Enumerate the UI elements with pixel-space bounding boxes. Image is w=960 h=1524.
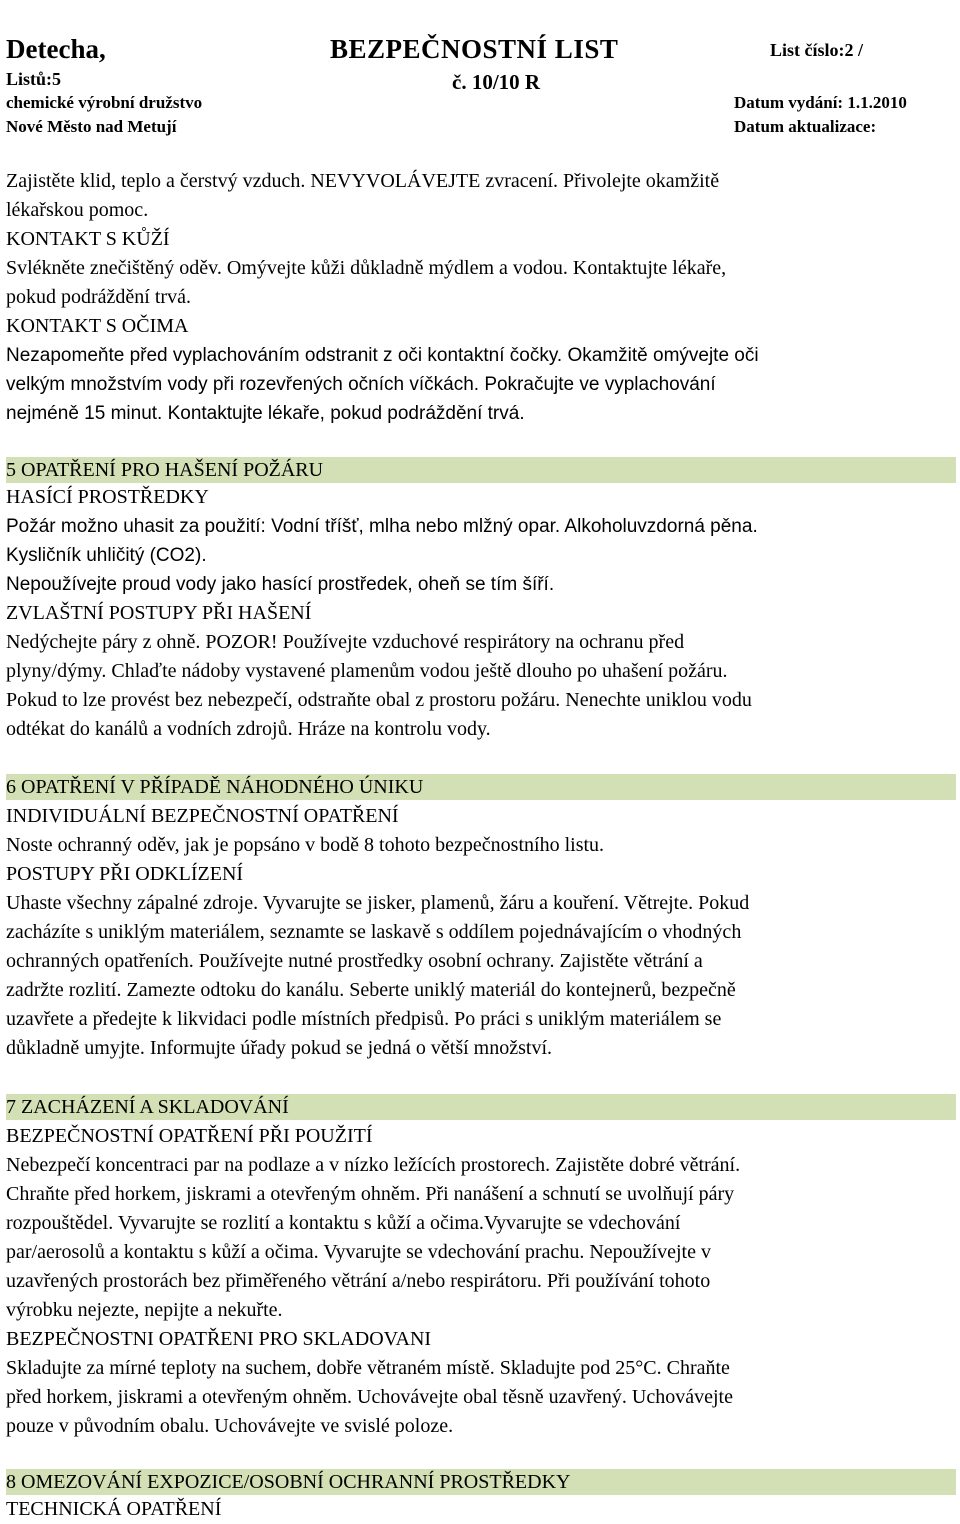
paragraph-line: Uhaste všechny zápalné zdroje. Vyvarujte se jisker, plamenů, žáru a kouření. Větrejte. Pokud [6, 892, 750, 914]
paragraph-line: Nedýchejte páry z ohně. POZOR! Používejte vzduchové respirátory na ochranu před [6, 631, 685, 653]
paragraph-line: uzavřete a předejte k likvidaci podle místních předpisů. Po práci s uniklým materiálem se [6, 1008, 722, 1030]
page-count: Listů:5 [6, 69, 62, 89]
eye-contact-heading: KONTAKT S OČIMA [6, 315, 189, 337]
cleanup-procedures-heading: POSTUPY PŘI ODKLÍZENÍ [6, 863, 244, 885]
paragraph-line: Požár možno uhasit za použití: Vodní tříšť, mlha nebo mlžný opar. Alkoholuvzdorná pěna. [6, 516, 758, 537]
sheet-number: List číslo:2 / [770, 40, 863, 60]
handling-precautions-text [6, 1151, 936, 1325]
handling-precautions-heading: BEZPEČNOSTNÍ OPATŘENÍ PŘI POUŽITÍ [6, 1125, 373, 1147]
extinguishing-media-heading: HASÍCÍ PROSTŘEDKY [6, 486, 209, 508]
firefighting-procedures-heading: ZVLAŠTNÍ POSTUPY PŘI HAŠENÍ [6, 602, 312, 624]
paragraph-line: Pokud to lze provést bez nebezpečí, odstraňte obal z prostoru požáru. Nenechte uniklou vodu [6, 689, 752, 711]
paragraph-line: par/aerosolů a kontaktu s kůží a očima. Vyvarujte se vdechování prachu. Nepoužívejte v [6, 1241, 711, 1263]
paragraph-line: výrobku nejezte, nepijte a nekuřte. [6, 1299, 283, 1321]
paragraph-line: uzavřených prostorách bez přiměřeného větrání a/nebo respirátoru. Při používání tohoto [6, 1270, 711, 1292]
paragraph-line: Noste ochranný oděv, jak je popsáno v bodě 8 tohoto bezpečnostního listu. [6, 834, 605, 856]
paragraph-line: pokud podráždění trvá. [6, 286, 191, 308]
paragraph-line: Nebezpečí koncentraci par na podlaze a v nízko ležících prostorech. Zajistěte dobré větrání. [6, 1154, 741, 1176]
extinguishing-media-text [6, 512, 936, 599]
paragraph-line: zadržte rozlití. Zamezte odtoku do kanálu. Seberte uniklý materiál do kontejnerů, bezpečně [6, 979, 736, 1001]
section-5-title: 5 OPATŘENÍ PRO HAŠENÍ POŽÁRU [6, 459, 324, 481]
company-name: Detecha, [6, 34, 106, 64]
issue-date: Datum vydání: 1.1.2010 [734, 93, 907, 112]
paragraph-line: zacházíte s uniklým materiálem, seznamte se laskavě s oddílem pojednávajícím o vhodných [6, 921, 742, 943]
paragraph-line: Kysličník uhličitý (CO2). [6, 545, 207, 566]
paragraph-line: Nepoužívejte proud vody jako hasící prostředek, oheň se tím šíří. [6, 574, 555, 595]
section-7-title: 7 ZACHÁZENÍ A SKLADOVÁNÍ [6, 1096, 289, 1118]
storage-precautions-heading: BEZPEČNOSTNI OPATŘENI PRO SKLADOVANI [6, 1328, 432, 1350]
paragraph-line: lékařskou pomoc. [6, 199, 149, 221]
paragraph-line: Skladujte za mírné teploty na suchem, dobře větraném místě. Skladujte pod 25°C. Chraňte [6, 1357, 730, 1379]
city: Nové Město nad Metují [6, 117, 177, 136]
paragraph-line: odtékat do kanálů a vodních zdrojů. Hráze na kontrolu vody. [6, 718, 491, 740]
technical-measures-heading: TECHNICKÁ OPATŘENÍ [6, 1498, 222, 1520]
paragraph-line: Zajistěte klid, teplo a čerstvý vzduch. NEVYVOLÁVEJTE zvracení. Přivolejte okamžitě [6, 170, 720, 192]
section-6-title: 6 OPATŘENÍ V PŘÍPADĚ NÁHODNÉHO ÚNIKU [6, 776, 424, 798]
paragraph-line: rozpouštědel. Vyvarujte se rozlití a kontaktu s kůží a očima.Vyvarujte se vdechování [6, 1212, 681, 1234]
document-title: BEZPEČNOSTNÍ LIST [330, 34, 619, 64]
section-5-heading [6, 457, 956, 483]
first-aid-skin [6, 254, 936, 312]
paragraph-line: ochranných opatřeních. Používejte nutné prostředky osobní ochrany. Zajistěte větrání a [6, 950, 703, 972]
section-8-heading [6, 1469, 956, 1495]
paragraph-line: Chraňte před horkem, jiskrami a otevřeným ohněm. Při nanášení a schnutí se uvolňují páry [6, 1183, 735, 1205]
paragraph-line: pouze v původním obalu. Uchovávejte ve svislé poloze. [6, 1415, 454, 1437]
paragraph-line: Nezapomeňte před vyplachováním odstranit z oči kontaktní čočky. Okamžitě omývejte oči [6, 345, 759, 366]
document-number: č. 10/10 R [452, 70, 541, 94]
personal-precautions-heading: INDIVIDUÁLNÍ BEZPEČNOSTNÍ OPATŘENÍ [6, 805, 399, 827]
paragraph-line: důkladně umyjte. Informujte úřady pokud se jedná o větší množství. [6, 1037, 552, 1059]
personal-precautions-text [6, 831, 936, 860]
paragraph-line: plyny/dýmy. Chlaďte nádoby vystavené plamenům vodou ještě dlouho po uhašení požáru. [6, 660, 728, 682]
firefighting-procedures-text [6, 628, 936, 744]
first-aid-eyes [6, 341, 936, 428]
producer: chemické výrobní družstvo [6, 93, 203, 112]
paragraph-line: velkým množstvím vody při rozevřených očních víčkách. Pokračujte ve vyplachování [6, 374, 716, 395]
cleanup-procedures-text [6, 889, 936, 1063]
paragraph-line: nejméně 15 minut. Kontaktujte lékaře, pokud podráždění trvá. [6, 403, 525, 424]
skin-contact-heading: KONTAKT S KŮŽÍ [6, 228, 170, 250]
paragraph-line: Svlékněte znečištěný oděv. Omývejte kůži důkladně mýdlem a vodou. Kontaktujte lékaře, [6, 257, 727, 279]
update-date: Datum aktualizace: [734, 117, 877, 136]
paragraph-line: před horkem, jiskrami a otevřeným ohněm. Uchovávejte obal těsně uzavřený. Uchovávejte [6, 1386, 733, 1408]
storage-precautions-text [6, 1354, 936, 1441]
section-6-heading [6, 774, 956, 800]
first-aid-inhalation [6, 167, 936, 225]
section-8-title: 8 OMEZOVÁNÍ EXPOZICE/OSOBNÍ OCHRANNÍ PROSTŘEDKY [6, 1471, 571, 1493]
section-7-heading [6, 1094, 956, 1120]
